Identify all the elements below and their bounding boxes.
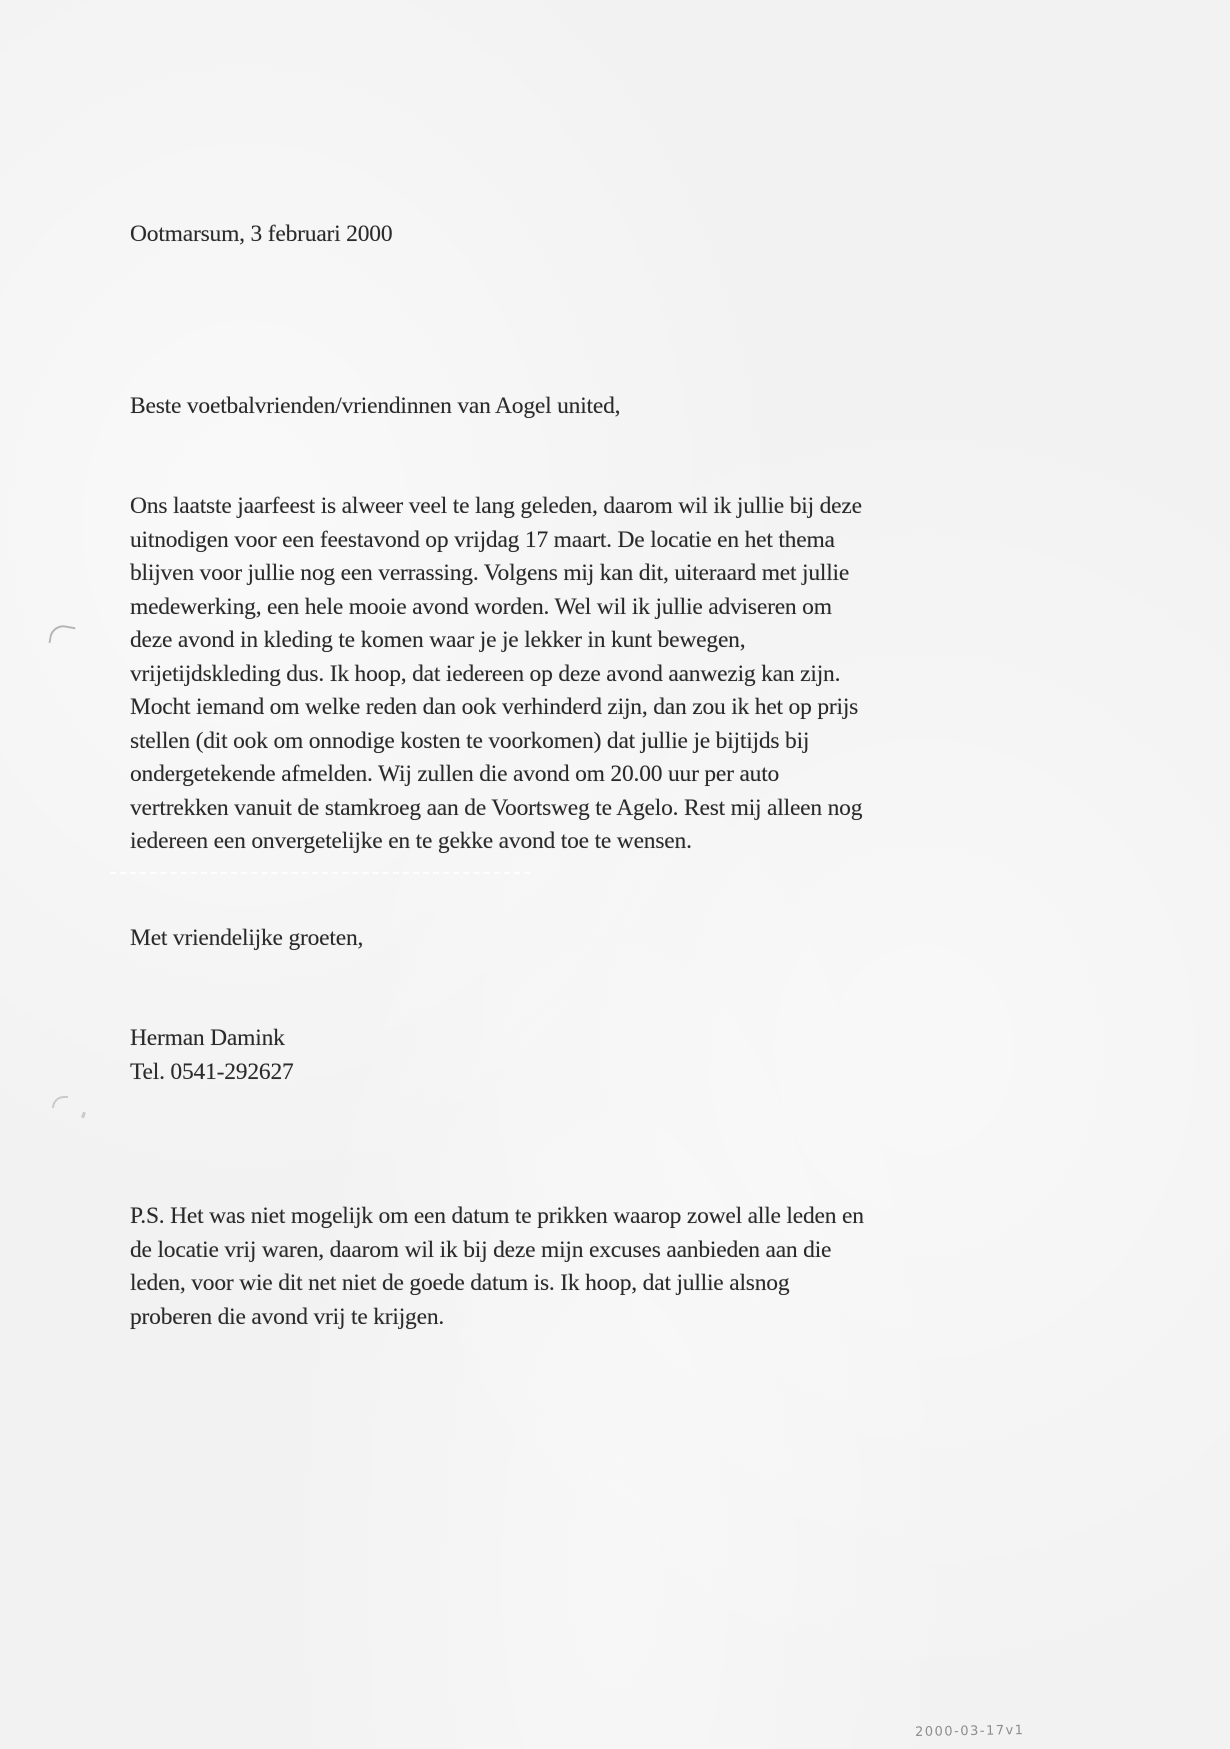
body-line: vertrekken vanuit de stamkroeg aan de Voortsweg te Agelo. Rest mij alleen nog — [130, 794, 863, 821]
body-line: Mocht iemand om welke reden dan ook verhinderd zijn, dan zou ik het op prijs — [130, 694, 859, 720]
signature-block — [130, 1022, 294, 1089]
place-and-date — [130, 218, 392, 252]
archive-stamp: 2000-03-17v1 — [914, 1723, 1025, 1740]
ps-line: leden, voor wie dit net niet de goede datum is. Ik hoop, dat jullie alsnog — [130, 1270, 790, 1296]
body-line: deze avond in kleding te komen waar je je lekker in kunt bewegen, — [130, 627, 746, 653]
signer-name: Herman Damink — [130, 1025, 285, 1051]
postscript — [130, 1200, 864, 1334]
body-line: iedereen een onvergetelijke en te gekke avond toe te wensen. — [130, 828, 692, 854]
ps-line: de locatie vrij waren, daarom wil ik bij deze mijn excuses aanbieden aan die — [130, 1236, 832, 1263]
salutation-text: Beste voetbalvrienden/vriendinnen van Aogel united, — [130, 393, 621, 419]
body-line: ondergetekende afmelden. Wij zullen die avond om 20.00 uur per auto — [130, 761, 780, 787]
scan-speck — [81, 1112, 86, 1119]
body-line: medewerking, een hele mooie avond worden. Wel wil ik jullie adviseren om — [130, 593, 832, 620]
closing-text: Met vriendelijke groeten, — [130, 925, 364, 951]
hole-punch-mark-icon — [48, 623, 75, 647]
letter-body — [130, 490, 862, 859]
body-line: vrijetijdskleding dus. Ik hoop, dat iedereen op deze avond aanwezig kan zijn. — [130, 660, 841, 687]
closing — [130, 922, 363, 956]
body-line: stellen (dit ook om onnodige kosten te voorkomen) dat jullie je bijtijds bij — [130, 727, 810, 754]
body-line: Ons laatste jaarfeest is alweer veel te lang geleden, daarom wil ik jullie bij deze — [130, 493, 862, 519]
body-line: blijven voor jullie nog een verrassing. Volgens mij kan dit, uiteraard met jullie — [130, 560, 850, 586]
place-date-text: Ootmarsum, 3 februari 2000 — [130, 221, 393, 247]
salutation — [130, 390, 620, 424]
ps-line: P.S. Het was niet mogelijk om een datum te prikken waarop zowel alle leden en — [130, 1203, 864, 1229]
signer-phone: Tel. 0541-292627 — [130, 1058, 294, 1085]
body-line: uitnodigen voor een feestavond op vrijdag 17 maart. De locatie en het thema — [130, 526, 835, 553]
hole-punch-mark-icon — [52, 1096, 68, 1108]
ps-line: proberen die avond vrij te krijgen. — [130, 1303, 445, 1330]
scan-artifact-line — [110, 872, 530, 874]
